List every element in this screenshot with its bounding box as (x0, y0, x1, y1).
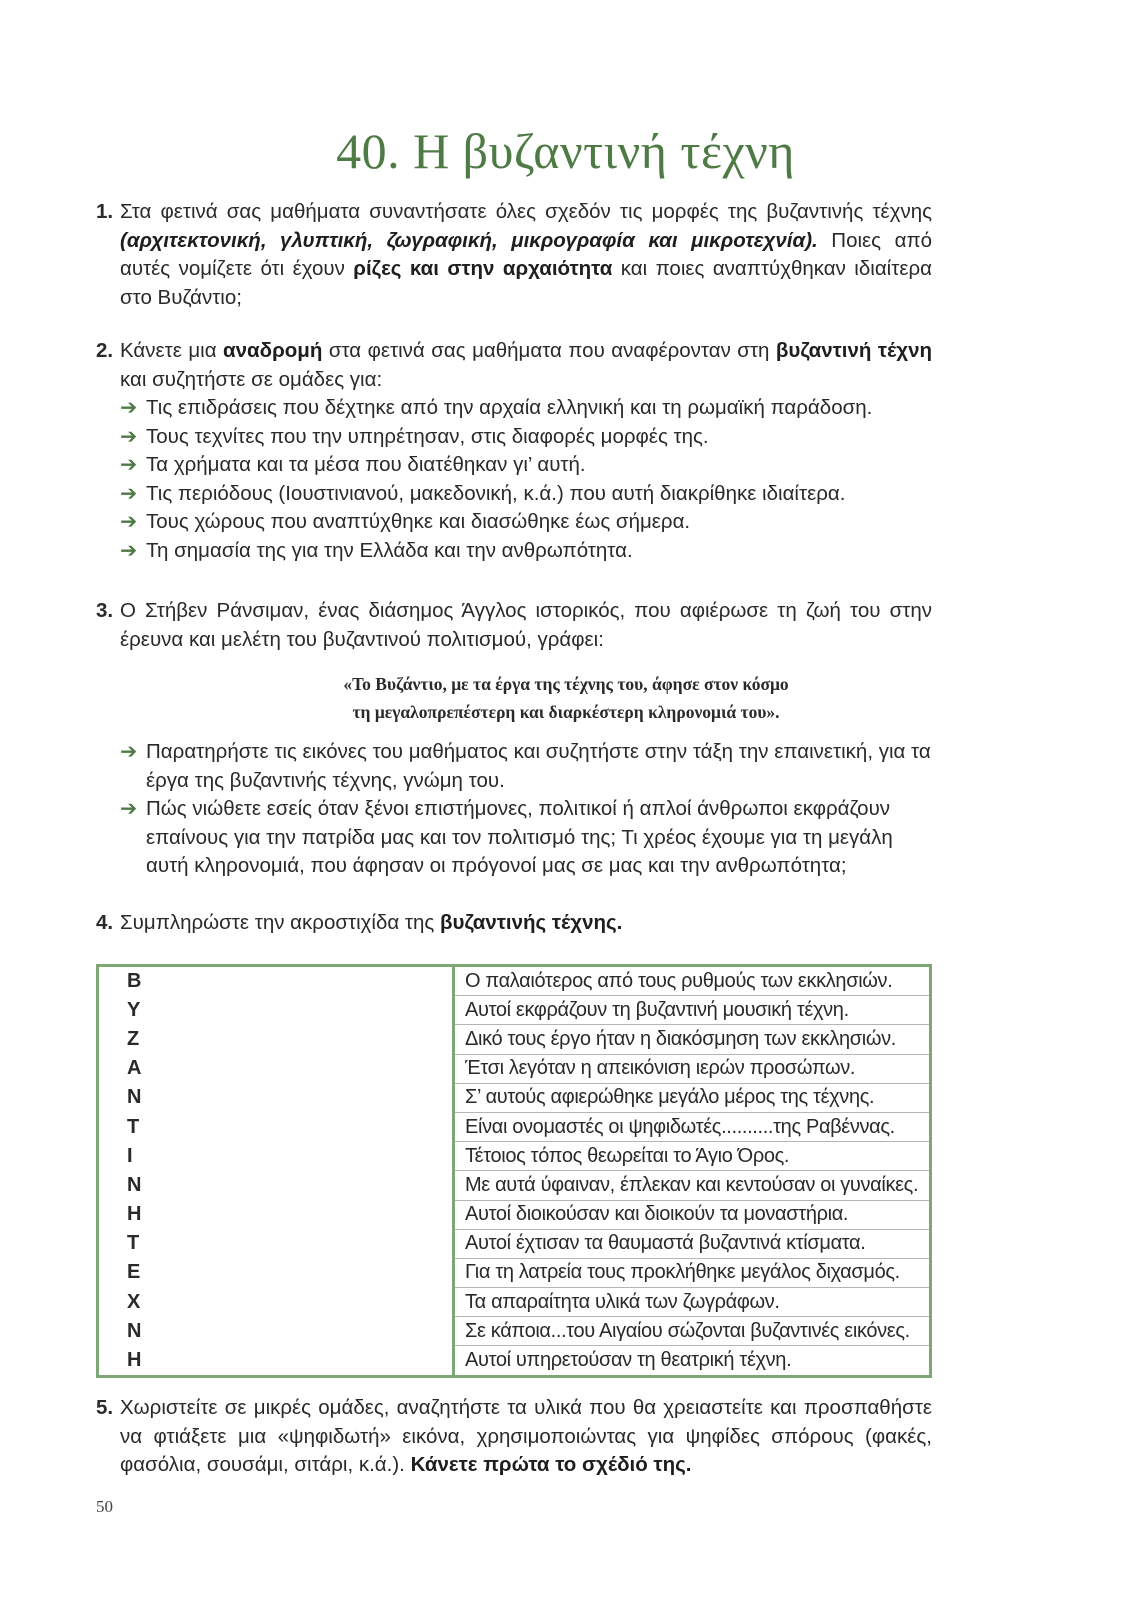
acrostic-letter[interactable]: Χ (98, 1288, 454, 1317)
list-item: ➔ Τα χρήματα και τα μέσα που διατέθηκαν γι’ αυτή. (120, 451, 932, 480)
emphasis: (αρχιτεκτονική, γλυπτική, ζωγραφική, μικρογραφία και μικροτεχνία). (120, 228, 818, 252)
question-text: Ο Στήβεν Ράνσιμαν, ένας διάσημος Άγγλος ιστορικός, που αφιέρωσε τη ζωή του στην έρευνα και μελέτη του βυζαντινού πολιτισμού, γράφει: (120, 599, 932, 651)
arrow-icon: ➔ (120, 481, 138, 505)
acrostic-clue: Τέτοιος τόπος θεωρείται το Άγιο Όρος. (454, 1142, 931, 1171)
emphasis: Κάνετε πρώτα το σχέδιό της. (410, 1453, 692, 1476)
question-5 (96, 1394, 932, 1480)
acrostic-letter[interactable]: Ν (98, 1083, 454, 1112)
question-3-tasks (96, 738, 932, 881)
emphasis: βυζαντινής τέχνης. (440, 911, 623, 934)
list-item: ➔ Τους χώρους που αναπτύχθηκε και διασώθηκε έως σήμερα. (120, 508, 932, 537)
arrow-icon: ➔ (120, 538, 138, 562)
acrostic-clue: Αυτοί διοικούσαν και διοικούν τα μοναστήρια. (454, 1200, 931, 1229)
question-number: 3. (96, 599, 114, 622)
question-text: Στα φετινά σας μαθήματα συναντήσατε όλες σχεδόν τις μορφές της βυζαντινής τέχνης (αρχιτεκτονική, γλυπτική, ζωγραφική, μικρογραφία και μικροτεχνία). Ποιες από αυτές νομίζετε ότι έχουν ρίζες και στην αρχαιότητα και ποιες αναπτύχθηκαν ιδιαίτερα στο Βυζάντιο; (120, 200, 932, 309)
list-item: ➔ Τη σημασία της για την Ελλάδα και την ανθρωπότητα. (120, 537, 932, 566)
acrostic-clue: Έτσι λεγόταν η απεικόνιση ιερών προσώπων. (454, 1054, 931, 1083)
acrostic-letter[interactable]: Υ (98, 996, 454, 1025)
acrostic-clue: Αυτοί υπηρετούσαν τη θεατρική τέχνη. (465, 1349, 792, 1372)
acrostic-letter[interactable]: Β (98, 966, 454, 996)
arrow-icon: ➔ (120, 396, 138, 419)
emphasis: αναδρομή (223, 339, 323, 362)
arrow-icon: ➔ (120, 797, 138, 820)
acrostic-clue: Με αυτά ύφαιναν, έπλεκαν και κεντούσαν οι γυναίκες. (454, 1171, 931, 1200)
quote-line: τη μεγαλοπρεπέστερη και διαρκέστερη κληρονομιά του». (352, 702, 780, 722)
acrostic-row (98, 1346, 931, 1376)
acrostic-row (98, 966, 931, 996)
question-text: Κάνετε μια αναδρομή στα φετινά σας μαθήματα που αναφέρονταν στη βυζαντινή τέχνη και συζητήστε σε ομάδες για: (120, 339, 933, 391)
acrostic-row (98, 1171, 931, 1200)
acrostic-row (98, 996, 931, 1025)
question-text: Συμπληρώστε την ακροστιχίδα της βυζαντινής τέχνης. (120, 911, 623, 934)
acrostic-clue: Ο παλαιότερος από τους ρυθμούς των εκκλησιών. (454, 966, 931, 996)
list-item: ➔ Τις επιδράσεις που δέχτηκε από την αρχαία ελληνική και τη ρωμαϊκή παράδοση. (120, 394, 932, 423)
page-number: 50 (96, 1497, 113, 1516)
question-number: 2. (96, 339, 114, 362)
acrostic-table (96, 964, 932, 1378)
page-title: 40. Η βυζαντινή τέχνη (336, 123, 795, 179)
acrostic-clue: Σ’ αυτούς αφιερώθηκε μεγάλο μέρος της τέχνης. (454, 1083, 931, 1112)
acrostic-row (98, 1258, 931, 1287)
acrostic-clue: Σε κάποια...του Αιγαίου σώζονται βυζαντινές εικόνες. (454, 1317, 931, 1346)
acrostic-letter[interactable]: Η (98, 1200, 454, 1229)
arrow-icon: ➔ (120, 453, 138, 476)
acrostic-clue: Δικό τους έργο ήταν η διακόσμηση των εκκλησιών. (454, 1025, 931, 1054)
acrostic-letter[interactable]: Ν (98, 1317, 454, 1346)
question-3 (96, 597, 932, 654)
arrow-icon: ➔ (120, 424, 138, 448)
acrostic-row (98, 1025, 931, 1054)
question-2 (96, 337, 932, 565)
acrostic-row (98, 1142, 931, 1171)
quote-line: «Το Βυζάντιο, με τα έργα της τέχνης του, άφησε στον κόσμο (343, 674, 789, 694)
question-4 (96, 909, 932, 938)
list-item: ➔ Πώς νιώθετε εσείς όταν ξένοι επιστήμονες, πολιτικοί ή απλοί άνθρωποι εκφράζουν επαίνους για την πατρίδα μας και τον πολιτισμό της; Τι χρέος έχουμε για τη μεγάλη αυτή κληρονομιά, που άφησαν οι πρόγονοί μας σε μας και την ανθρωπότητα; (120, 797, 893, 877)
acrostic-row (98, 1083, 931, 1112)
question-number: 4. (96, 911, 114, 934)
acrostic-letter[interactable]: Ε (98, 1258, 454, 1287)
acrostic-clue: Είναι ονομαστές οι ψηφιδωτές..........της Ραβέννας. (454, 1112, 931, 1141)
arrow-icon: ➔ (120, 740, 138, 763)
question-number: 5. (96, 1396, 114, 1419)
emphasis: βυζαντινή τέχνη (775, 339, 933, 362)
list-item: ➔ Τις περιόδους (Ιουστινιανού, μακεδονική, κ.ά.) που αυτή διακρίθηκε ιδιαίτερα. (120, 480, 932, 509)
acrostic-letter[interactable]: Ζ (98, 1025, 454, 1054)
acrostic-body (98, 966, 931, 1377)
bullet-list (120, 394, 932, 565)
acrostic-row (98, 1229, 931, 1258)
acrostic-letter[interactable]: Η (98, 1346, 454, 1376)
bullet-list (120, 738, 932, 881)
acrostic-row (98, 1288, 931, 1317)
question-text: Χωριστείτε σε μικρές ομάδες, αναζητήστε τα υλικά που θα χρειαστείτε και προσπαθήστε να φτιάξετε μια «ψηφιδωτή» εικόνα, χρησιμοποιώντας για ψηφίδες σπόρους (φακές, φασόλια, σουσάμι, σιτάρι, κ.ά.). Κάνετε πρώτα το σχέδιό της. (120, 1396, 932, 1476)
acrostic-letter[interactable]: Ν (98, 1171, 454, 1200)
question-number: 1. (96, 200, 114, 223)
acrostic-clue: Αυτοί έχτισαν τα θαυμαστά βυζαντινά κτίσματα. (454, 1229, 931, 1258)
quote (100, 670, 1032, 726)
acrostic-clue: Τα απαραίτητα υλικά των ζωγράφων. (454, 1288, 931, 1317)
question-1 (96, 198, 932, 312)
acrostic-clue: Αυτοί εκφράζουν τη βυζαντινή μουσική τέχνη. (454, 996, 931, 1025)
emphasis: ρίζες και στην αρχαιότητα (353, 257, 613, 280)
list-item: ➔ Τους τεχνίτες που την υπηρέτησαν, στις διαφορές μορφές της. (120, 423, 932, 452)
acrostic-row (98, 1317, 931, 1346)
acrostic-row (98, 1054, 931, 1083)
acrostic-row (98, 1112, 931, 1141)
acrostic-letter[interactable]: Τ (98, 1112, 454, 1141)
acrostic-letter[interactable]: Α (98, 1054, 454, 1083)
arrow-icon: ➔ (120, 510, 138, 533)
acrostic-row (98, 1200, 931, 1229)
acrostic-letter[interactable]: Ι (98, 1142, 454, 1171)
list-item: ➔ Παρατηρήστε τις εικόνες του μαθήματος και συζητήστε στην τάξη την επαινετική, για τα έργα της βυζαντινής τέχνης, γνώμη του. (120, 740, 931, 792)
acrostic-letter[interactable]: Τ (98, 1229, 454, 1258)
acrostic-clue: Για τη λατρεία τους προκλήθηκε μεγάλος διχασμός. (454, 1258, 931, 1287)
